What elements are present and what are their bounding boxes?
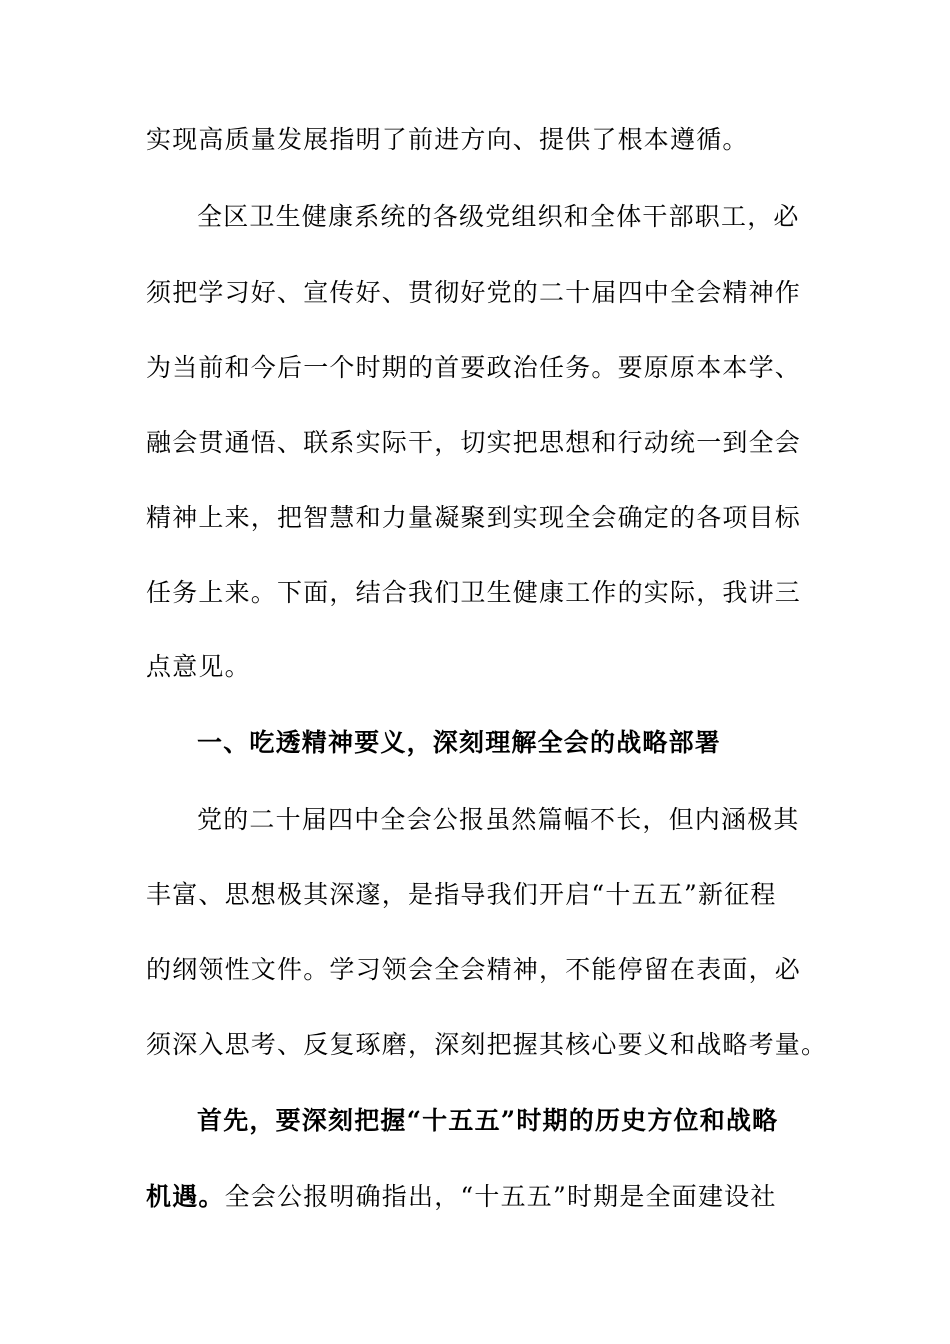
paragraph-line: 全区卫生健康系统的各级党组织和全体干部职工，必 bbox=[197, 202, 800, 231]
paragraph-line: 党的二十届四中全会公报虽然篇幅不长，但内涵极其 bbox=[197, 805, 800, 834]
paragraph-line: 为当前和今后一个时期的首要政治任务。要原原本本学、 bbox=[146, 353, 802, 382]
paragraph-line: 融会贯通悟、联系实际干，切实把思想和行动统一到全会 bbox=[146, 428, 802, 457]
section-heading: 一、吃透精神要义，深刻理解全会的战略部署 bbox=[197, 728, 722, 757]
paragraph-line bbox=[146, 1182, 777, 1212]
paragraph-line: 精神上来，把智慧和力量凝聚到实现全会确定的各项目标 bbox=[146, 503, 802, 532]
paragraph-line: 任务上来。下面，结合我们卫生健康工作的实际，我讲三 bbox=[146, 578, 802, 607]
paragraph-line: 实现高质量发展指明了前进方向、提供了根本遵循。 bbox=[146, 125, 749, 154]
paragraph-text: 全会公报明确指出，“十五五”时期是全面建设社 bbox=[224, 1182, 777, 1211]
paragraph-line: 点意见。 bbox=[146, 652, 251, 681]
paragraph-line: 的纲领性文件。学习领会全会精神，不能停留在表面，必 bbox=[146, 955, 802, 984]
paragraph-line: 丰富、思想极其深邃，是指导我们开启“十五五”新征程 bbox=[146, 880, 777, 909]
bold-lead-text: 机遇。 bbox=[146, 1182, 225, 1211]
paragraph-line: 须把学习好、宣传好、贯彻好党的二十届四中全会精神作 bbox=[146, 278, 802, 307]
paragraph-line: 须深入思考、反复琢磨，深刻把握其核心要义和战略考量。 bbox=[146, 1030, 828, 1059]
bold-lead-line: 首先，要深刻把握“十五五”时期的历史方位和战略 bbox=[197, 1106, 779, 1135]
